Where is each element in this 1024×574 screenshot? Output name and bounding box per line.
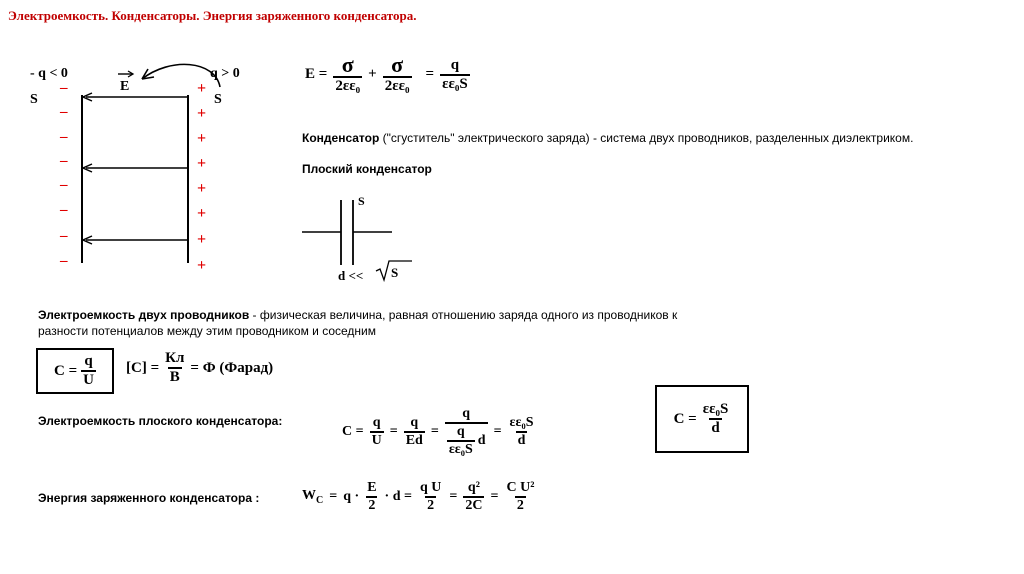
capacitance-definition: [38, 307, 677, 339]
minus-sign: –: [60, 202, 68, 218]
equals-operator: =: [430, 424, 439, 439]
plus-sign: +: [197, 205, 207, 222]
curved-arrow: [142, 64, 220, 87]
energy-formula: [302, 480, 536, 514]
derivation-fraction-1: $\frac{q}{U}$: [371, 415, 382, 448]
flat-capacitor-schematic: [298, 185, 428, 285]
flat-capacitance-derivation: [342, 392, 536, 472]
plate-area-left: S: [30, 92, 38, 107]
capacitor-field-diagram: [20, 55, 290, 280]
flat-capacitance-result-box: [655, 385, 749, 453]
capacitance-formula-lhs: C =: [54, 362, 78, 379]
plus-sign: +: [197, 231, 207, 248]
result-fraction: $\frac{\text{εε₀S}}{d}$: [702, 401, 729, 436]
field-fraction-1: $\frac{\sigma}{\text{2εε₀}}$: [335, 52, 361, 94]
equals-operator: =: [490, 489, 499, 504]
page-title: Электроемкость. Конденсаторы. Энергия заряженного конденсатора.: [8, 8, 417, 23]
field-formula-lhs: E =: [305, 66, 328, 82]
plus-sign: +: [197, 130, 207, 147]
negative-charge-label: - q < 0: [30, 66, 68, 81]
capacitor-definition-text: ("сгуститель" электрического заряда) - система двух проводников, разделенных диэлектриком.: [379, 131, 914, 145]
capacitor-term: Конденсатор: [302, 131, 380, 145]
field-fraction-2: $\frac{\sigma}{\text{2εε₀}}$: [384, 52, 410, 94]
units-rhs: = Ф (Фарад): [190, 359, 274, 376]
plus-sign: +: [197, 80, 207, 97]
derivation-lhs: C =: [342, 424, 364, 439]
energy-label: Энергия заряженного конденсатора :: [38, 491, 260, 505]
equals-operator: =: [493, 424, 502, 439]
plus-operator: +: [368, 66, 377, 82]
energy-fraction-2: $\frac{\text{q U}}{2}$: [419, 480, 442, 513]
positive-charge-label: q > 0: [210, 66, 240, 81]
minus-sign: –: [60, 80, 68, 96]
equals-operator: =: [329, 489, 338, 504]
schematic-area-label: S: [358, 194, 365, 208]
units-formula: [126, 350, 273, 386]
plate-area-right: S: [214, 92, 222, 107]
capacitance-definition-line1: - физическая величина, равная отношению заряда одного из проводников к: [249, 308, 678, 322]
energy-lhs: $W_C$: [302, 488, 324, 506]
units-fraction: $\frac{Кл}{В}$: [165, 350, 185, 385]
derivation-fraction-4: $\frac{\text{εε₀S}}{d}$: [509, 415, 534, 448]
capacitance-definition-line2: разности потенциалов между этим проводником и соседним: [38, 324, 376, 338]
plus-sign: +: [197, 155, 207, 172]
energy-fraction-3: $\frac{\text{q²}}{2C}$: [465, 480, 483, 513]
result-lhs: C =: [673, 410, 697, 427]
equals-operator: =: [449, 489, 458, 504]
derivation-fraction-2: $\frac{q}{Ed}$: [405, 415, 423, 448]
minus-sign: –: [60, 129, 68, 145]
flat-capacitor-heading: Плоский конденсатор: [302, 162, 432, 176]
plus-sign: +: [197, 180, 207, 197]
units-lhs: [C] =: [126, 359, 160, 376]
derivation-fraction-3: q $\frac{q}{\text{εε₀S}}$ d: [445, 406, 488, 458]
field-label: E: [120, 79, 130, 94]
energy-fraction-1: $\frac{E}{2}$: [367, 480, 377, 513]
sqrt-argument: S: [391, 265, 399, 280]
distance-condition: d <<: [338, 268, 364, 283]
plus-sign: +: [197, 257, 207, 274]
energy-q-dot: q ·: [343, 489, 360, 504]
minus-sign: –: [60, 104, 68, 120]
capacitor-definition: [302, 131, 913, 145]
equals-operator: =: [425, 66, 435, 82]
field-formula: [305, 54, 470, 95]
energy-dot-d: · d =: [384, 489, 412, 504]
field-result-fraction: $\frac{q}{\text{εε₀S}}$: [442, 56, 468, 92]
equals-operator: =: [389, 424, 398, 439]
capacitance-fraction: $\frac{q}{U}$: [83, 353, 94, 388]
minus-sign: –: [60, 253, 68, 269]
flat-capacitance-label: Электроемкость плоского конденсатора:: [38, 414, 283, 428]
plus-sign: +: [197, 105, 207, 122]
minus-sign: –: [60, 177, 68, 193]
capacitance-term: Электроемкость двух проводников: [38, 308, 250, 322]
energy-fraction-4: $\frac{\text{C U²}}{2}$: [506, 480, 535, 513]
derivation-inner-fraction: $\frac{q}{\text{εε₀S}}$: [448, 424, 473, 457]
minus-sign: –: [60, 153, 68, 169]
minus-sign: –: [60, 228, 68, 244]
capacitance-formula-box: [36, 348, 114, 394]
